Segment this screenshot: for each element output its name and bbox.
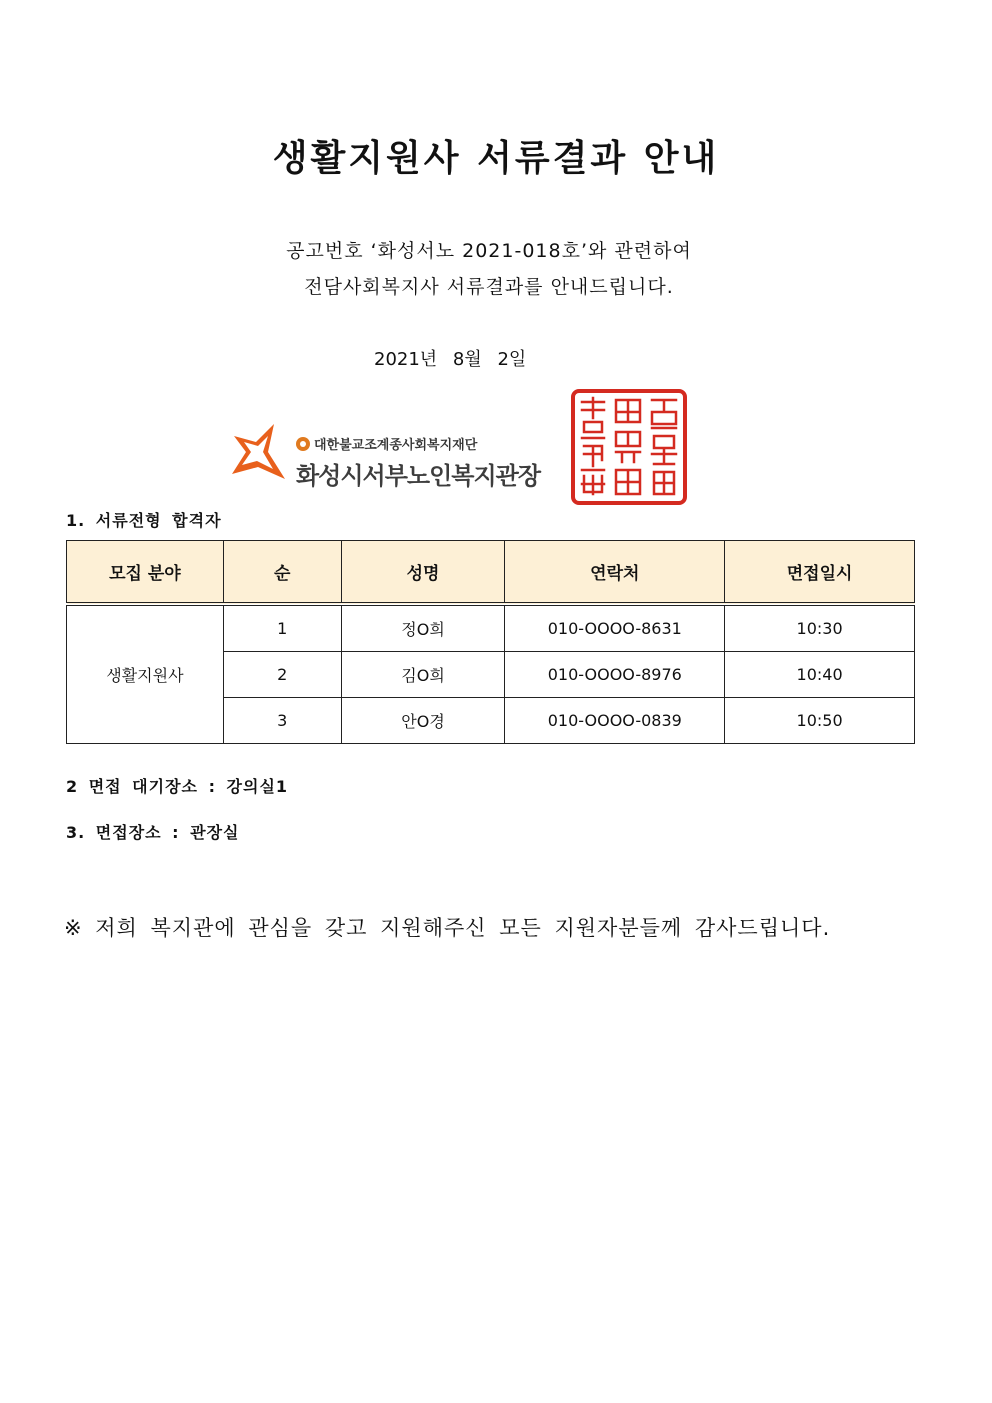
table-header-row [67,541,915,605]
column-header-name: 성명 [341,541,505,605]
foundation-name [296,434,477,453]
contact-cell: 010-OOOO-0839 [505,698,725,744]
name-cell: 김O희 [341,652,505,698]
organization-name: 화성시서부노인복지관장 [296,462,541,490]
document-date: 2021년 8월 2일 [374,349,527,370]
column-header-contact: 연락처 [505,541,725,605]
table-row [67,604,915,652]
results-table [66,540,915,744]
page-title: 생활지원사 서류결과 안내 [272,138,720,179]
name-cell: 정O희 [341,604,505,652]
thank-you-notice: ※ 저희 복지관에 관심을 갖고 지원해주신 모든 지원자분들께 감사드립니다. [64,916,831,940]
recruitment-field-cell: 생활지원사 [67,604,224,744]
section-heading-interview-room: 3. 면접장소 : 관장실 [66,823,240,842]
column-header-interview-time: 면접일시 [725,541,915,605]
star-emblem-icon [228,422,288,482]
column-header-field: 모집 분야 [67,541,224,605]
contact-cell: 010-OOOO-8631 [505,604,725,652]
name-cell: 안O경 [341,698,505,744]
official-seal-stamp [570,388,688,506]
organization-logo [228,422,558,492]
interview-time-cell: 10:50 [725,698,915,744]
section-heading-passed-applicants: 1. 서류전형 합격자 [66,511,222,530]
intro-line-1: 공고번호 ‘화성서노 2021-018호’와 관련하여 [286,240,692,262]
interview-time-cell: 10:40 [725,652,915,698]
contact-cell: 010-OOOO-8976 [505,652,725,698]
interview-time-cell: 10:30 [725,604,915,652]
section-heading-waiting-room: 2 면접 대기장소 : 강의실1 [66,777,289,796]
order-cell: 2 [223,652,341,698]
foundation-label: 대한불교조계종사회복지재단 [314,438,478,453]
column-header-order: 순 [223,541,341,605]
dharma-wheel-icon [296,437,310,451]
order-cell: 3 [223,698,341,744]
intro-line-2: 전담사회복지사 서류결과를 안내드립니다. [304,276,674,298]
order-cell: 1 [223,604,341,652]
